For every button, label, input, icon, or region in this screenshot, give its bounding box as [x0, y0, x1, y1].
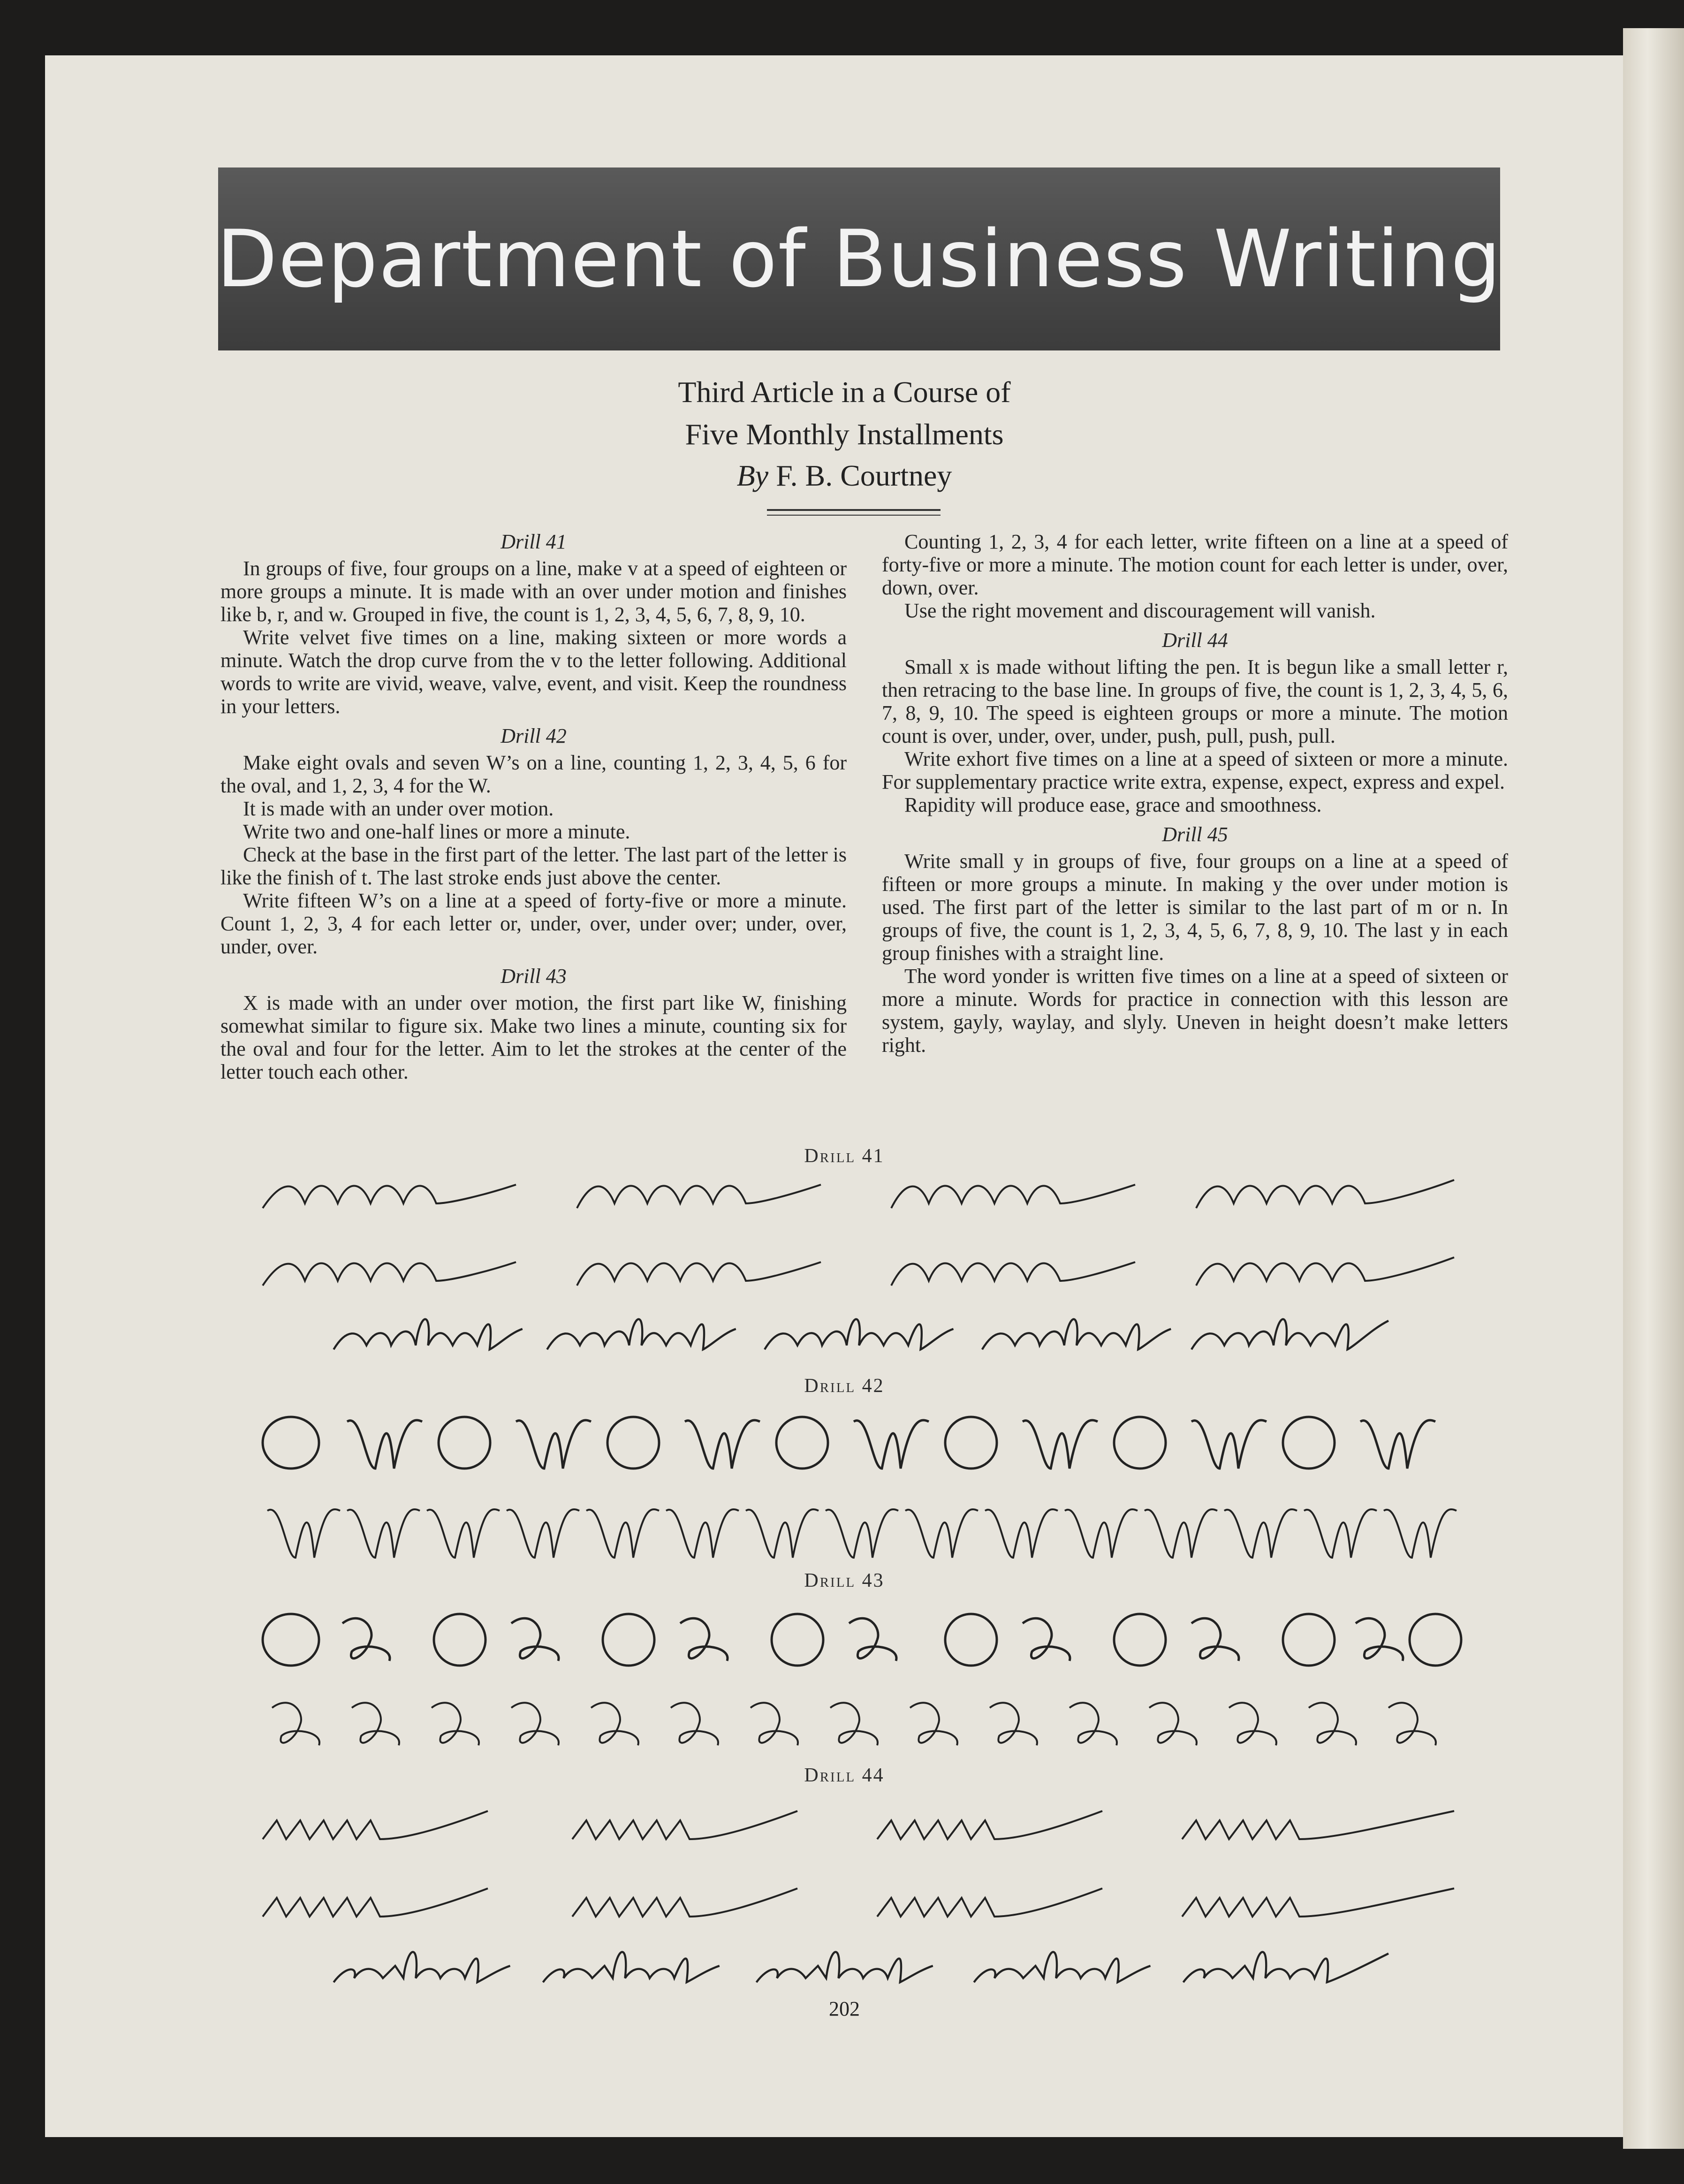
drill-44-paragraph: Write exhort five times on a line at a speed of sixteen or more a minute. For supplementary practice write extra, expense, expect, express and expel. — [882, 747, 1508, 793]
script-specimen-velvet-row-drawing — [253, 1304, 1473, 1370]
drill-44-paragraph: Small x is made without lifting the pen. It is begun like a small letter r, then retracing to the base line. In groups of five, the count is 1, 2, 3, 4, 5, 6, 7, 8, 9, 10. The speed is eighteen groups or more a minute. The motion count is over, under, over, under, push, pull, push, pull. — [882, 655, 1508, 747]
page-number: 202 — [829, 1997, 860, 2020]
drill-42-paragraph: Write two and one-half lines or more a minute. — [243, 820, 630, 843]
drill-45-paragraph: Write small y in groups of five, four groups on a line at a speed of fifteen or more groups a minute. In making y the over under motion is used. The first part of the letter is similar to the last part of m or n. In groups of five, the count is 1, 2, 3, 4, 5, 6, 7, 8, 9, 10. The last y in each group finishes with a straight line. — [882, 850, 1508, 965]
drill-41-heading: Drill 41 — [501, 530, 567, 553]
byline-rule — [767, 509, 941, 511]
script-specimen-ow-row-drawing — [253, 1403, 1473, 1483]
page-title: Department of Business Writing — [216, 213, 1502, 305]
drill-44-specimen-label: Drill 44 — [804, 1765, 885, 1786]
script-specimen-exhort-row-drawing — [253, 1933, 1473, 1999]
drill-42-paragraph: Check at the base in the first part of the letter. The last part of the letter is like the finish of t. The last stroke ends just above the center. — [220, 843, 847, 889]
drill-44-paragraph: Rapidity will produce ease, grace and smoothness. — [904, 793, 1322, 816]
script-specimen-small-x-row-2-drawing — [253, 1870, 1473, 1935]
script-specimen-x-row-drawing — [253, 1684, 1473, 1764]
script-specimen-small-x-row-1 — [253, 1792, 1473, 1858]
drill-43-paragraph: Use the right movement and discouragement will vanish. — [904, 599, 1376, 622]
drill-43-paragraph: Counting 1, 2, 3, 4 for each letter, write fifteen on a line at a speed of forty-five or more a minute. The motion count for each letter is under, over, down, over. — [882, 530, 1508, 599]
drill-41-paragraph: In groups of five, four groups on a line, make v at a speed of eighteen or more groups a minute. It is made with an over under motion and finishes like b, r, and w. Grouped in five, the count is 1, 2, 3, 4, 5, 6, 7, 8, 9, 10. — [220, 557, 847, 626]
title-banner — [218, 167, 1500, 350]
script-specimen-ox-row — [253, 1600, 1473, 1680]
script-specimen-exhort-row — [253, 1933, 1473, 1999]
script-specimen-v-row-2 — [253, 1239, 1473, 1304]
drill-42-heading: Drill 42 — [501, 724, 567, 747]
left-column — [220, 530, 847, 1083]
drill-43-paragraph: X is made with an under over motion, the first part like W, finishing somewhat similar to figure six. Make two lines a minute, counting six for the oval and four for the letter. Aim to let the strokes at the center of the letter touch each other. — [220, 991, 847, 1083]
drill-43-heading: Drill 43 — [501, 965, 567, 988]
drill-41-specimen-label: Drill 41 — [804, 1145, 885, 1167]
byline-prefix: By — [736, 459, 769, 492]
drill-41-paragraph: Write velvet five times on a line, making sixteen or more words a minute. Watch the drop curve from the v to the letter following. Additional words to write are vivid, weave, valve, event, and visit. Keep the roundness in your letters. — [220, 626, 847, 718]
script-specimen-w-row — [253, 1492, 1473, 1572]
right-column — [882, 530, 1508, 1057]
script-specimen-small-x-row-2 — [253, 1870, 1473, 1935]
byline-author: F. B. Courtney — [776, 459, 952, 492]
drill-42-paragraph: Make eight ovals and seven W’s on a line, counting 1, 2, 3, 4, 5, 6 for the oval, and 1, 2, 3, 4 for the W. — [220, 751, 847, 797]
script-specimen-small-x-row-1-drawing — [253, 1792, 1473, 1858]
script-specimen-w-row-drawing — [253, 1492, 1473, 1572]
script-specimen-v-row-1 — [253, 1161, 1473, 1227]
drill-42-paragraph: Write fifteen W’s on a line at a speed of forty-five or more a minute. Count 1, 2, 3, 4 for each letter or, under, over, under over; under, over, under, over. — [220, 889, 847, 958]
script-specimen-v-row-2-drawing — [253, 1239, 1473, 1304]
script-specimen-ow-row — [253, 1403, 1473, 1483]
drill-45-paragraph: The word yonder is written five times on a line at a speed of sixteen or more a minute. Words for practice in connection with this lesson are system, gayly, waylay, and slyly. Uneven in height doesn’t make letters right. — [882, 965, 1508, 1057]
drill-44-heading: Drill 44 — [1162, 629, 1228, 652]
byline-rule-thin — [767, 515, 941, 516]
drill-43-specimen-label: Drill 43 — [804, 1570, 885, 1591]
book-spine — [1623, 28, 1684, 2149]
script-specimen-ox-row-drawing — [253, 1600, 1473, 1680]
script-specimen-velvet-row — [253, 1304, 1473, 1370]
script-specimen-v-row-1-drawing — [253, 1161, 1473, 1227]
script-specimen-x-row — [253, 1684, 1473, 1764]
drill-42-specimen-label: Drill 42 — [804, 1375, 885, 1397]
byline — [563, 454, 1126, 497]
drill-42-paragraph: It is made with an under over motion. — [243, 797, 554, 820]
drill-45-heading: Drill 45 — [1162, 823, 1228, 846]
subtitle-line-1: Third Article in a Course of — [678, 375, 1011, 409]
subtitle-line-2: Five Monthly Installments — [685, 418, 1004, 451]
